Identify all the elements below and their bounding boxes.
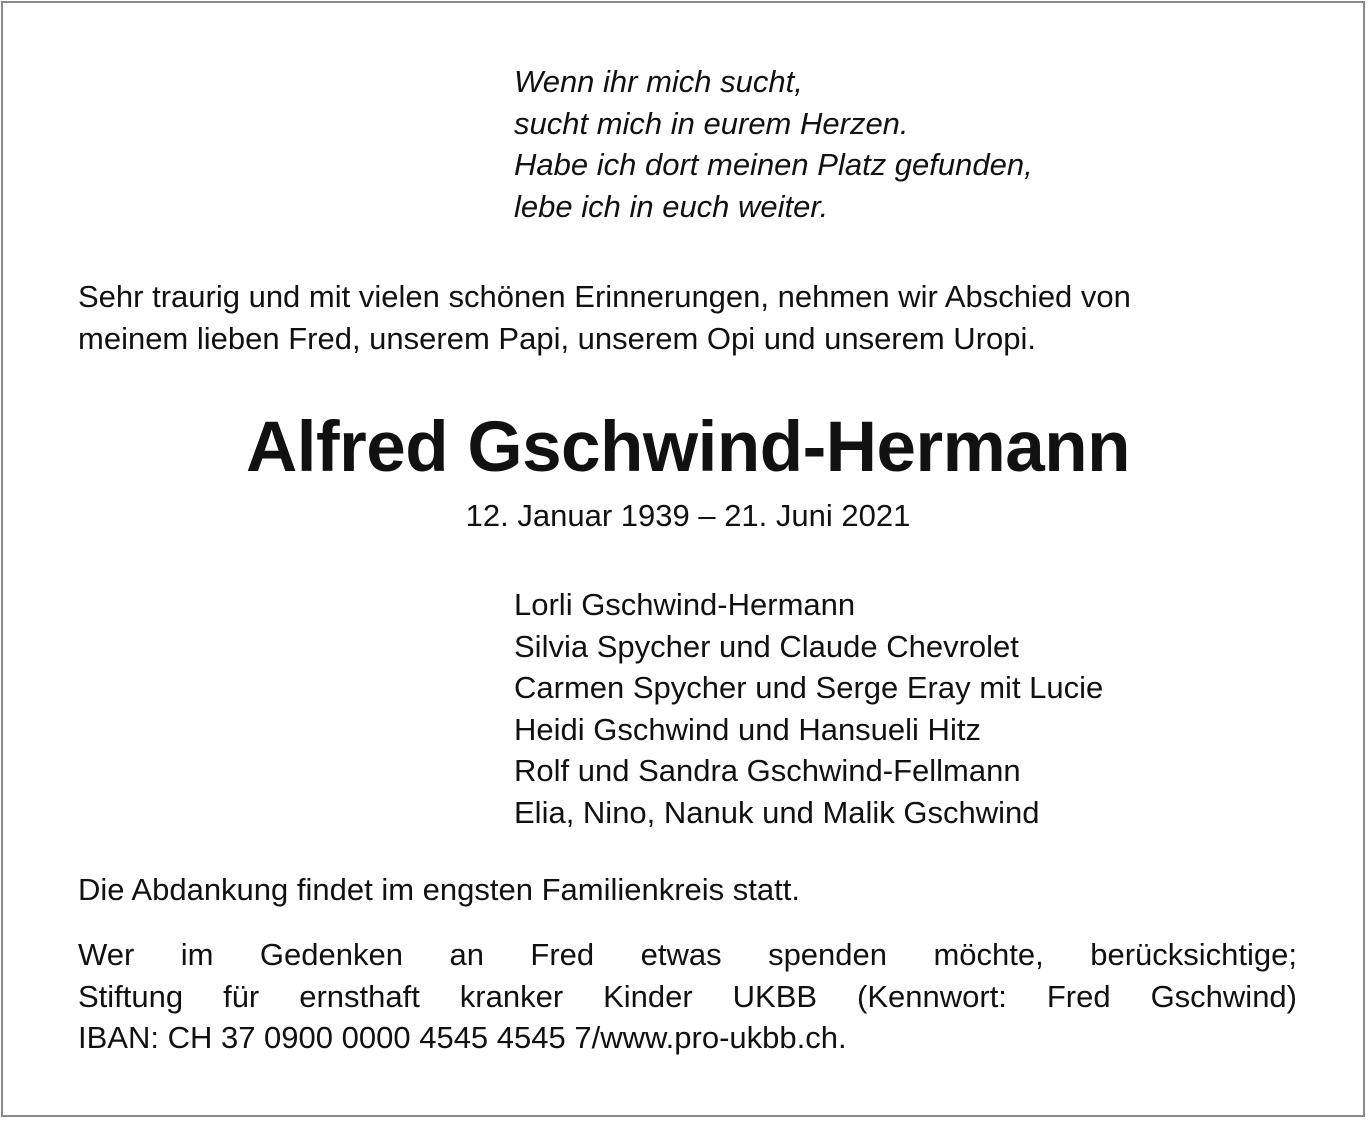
donation-paragraph [78,934,1297,1059]
poem-line: lebe ich in euch weiter. [514,188,829,224]
poem-line: Habe ich dort meinen Platz gefunden, [514,147,1033,182]
mourner-entry: Silvia Spycher und Claude Chevrolet [514,628,1019,664]
intro-paragraph [78,276,1297,359]
donation-line: IBAN: CH 37 0900 0000 4545 4545 7/www.pro-ukbb.ch. [78,1020,847,1055]
poem-line: sucht mich in eurem Herzen. [514,105,909,141]
mourner-entry: Elia, Nino, Nanuk und Malik Gschwind [514,794,1040,830]
obituary-notice [1,1,1365,1117]
donation-line: Wer im Gedenken an Fred etwas spenden möchte, berücksichtige; [78,937,1297,972]
mourner-entry: Carmen Spycher und Serge Eray mit Lucie [514,670,1104,705]
poem-line: Wenn ihr mich sucht, [514,64,803,99]
mourner-entry: Rolf und Sandra Gschwind-Fellmann [514,753,1021,788]
life-dates: 12. Januar 1939 – 21. Juni 2021 [465,498,911,533]
intro-line: Sehr traurig und mit vielen schönen Erinnerungen, nehmen wir Abschied von [78,279,1131,314]
intro-line: meinem lieben Fred, unserem Papi, unserem Opi und unserem Uropi. [78,320,1037,356]
poem [514,61,1033,227]
mourner-entry: Lorli Gschwind-Hermann [514,587,856,622]
mourner-entry: Heidi Gschwind und Hansueli Hitz [514,711,981,747]
donation-line: Stiftung für ernsthaft kranker Kinder UKBB (Kennwort: Fred Gschwind) [78,978,1297,1014]
mourners-list [514,584,1103,833]
deceased-name: Alfred Gschwind-Hermann [245,408,1130,487]
ceremony-note: Die Abdankung findet im engsten Familienkreis statt. [78,872,800,907]
